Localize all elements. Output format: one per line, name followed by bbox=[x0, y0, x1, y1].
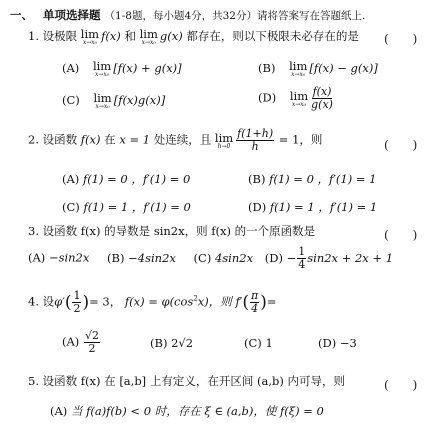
q3-answer-blank: ( ) bbox=[384, 228, 418, 242]
question-5-stem: 5. 设函数 f(x) 在 [a,b] 上有定义，在开区间 (a,b) 内可导，则 bbox=[28, 374, 345, 388]
q4-option-c: (C) 1 bbox=[244, 336, 273, 350]
q1-option-d: (D) lim x→x₀ $\frac{f(x)}{g(x)}$ bbox=[258, 85, 333, 111]
q1-stem-post: 都存在，则以下极限未必存在的是 bbox=[186, 29, 359, 43]
q4-option-d: (D) −3 bbox=[318, 336, 357, 350]
q3-option-b: (B) −4sin2x bbox=[107, 250, 176, 265]
q3-options bbox=[28, 246, 393, 271]
q3-option-d: (D) − $\frac{1}{4}$ sin2x + 2x + 1 bbox=[264, 245, 394, 271]
q5-option-a: (A) 当 f(a)f(b) < 0 时，存在 ξ ∈ (a,b)，使 f(ξ) = 0 bbox=[50, 404, 324, 418]
q2-option-b: (B) f(1) = 0 ，f′(1) = 1 bbox=[248, 172, 377, 186]
q3-option-c: (C) 4sin2x bbox=[193, 250, 254, 265]
q4-option-a: (A) $\frac{√2}{2}$ bbox=[62, 329, 99, 355]
q1-option-b: (B) lim x→x₀ [f(x) − g(x)] bbox=[258, 59, 378, 78]
q1-option-c: (C) lim x→x₀ [f(x)g(x)] bbox=[62, 91, 166, 110]
q2-option-d: (D) f(1) = 1 ，f′(1) = 1 bbox=[248, 200, 378, 214]
q2-option-a: (A) f(1) = 0 ，f′(1) = 0 bbox=[62, 172, 191, 186]
q1-limit: lim x→x₀ bbox=[80, 27, 100, 46]
question-3-stem: 3. 设函数 f(x) 的导数是 sin2x，则 f(x) 的一个原函数是 bbox=[28, 224, 316, 238]
q1-stem-pre: 设极限 bbox=[42, 29, 78, 43]
q1-limit-2: lim x→x₀ bbox=[139, 27, 158, 46]
section-label: 一、 bbox=[10, 8, 33, 22]
q1-gx: g(x) bbox=[159, 29, 183, 43]
q1-answer-blank: ( ) bbox=[384, 32, 418, 46]
q1-option-a: (A) lim x→x₀ [f(x) + g(x)] bbox=[62, 59, 182, 78]
q2-option-c: (C) f(1) = 1 ，f′(1) = 0 bbox=[62, 200, 191, 214]
section-note: （1-8题，每小题4分，共32分）请将答案写在答题纸上. bbox=[104, 10, 366, 22]
q5-answer-blank: ( ) bbox=[384, 378, 418, 392]
q1-number: 1. bbox=[28, 29, 39, 43]
q4-option-b: (B) 2√2 bbox=[150, 336, 194, 350]
section-header bbox=[10, 8, 365, 23]
section-title: 单项选择题 bbox=[43, 8, 101, 22]
question-1-stem bbox=[28, 28, 359, 46]
q1-fx: f(x) bbox=[101, 29, 121, 43]
q3-option-a: (A) −sin2x bbox=[28, 250, 90, 265]
question-4-stem: 4. 设φ′( $\frac{1}{2}$ )= 3， $f(x) = \varphi(\cos^2x)$，则 f′( $\frac{\pi}{4}$ )= bbox=[28, 289, 277, 315]
q2-answer-blank: ( ) bbox=[384, 138, 418, 152]
q1-stem-mid: 和 bbox=[124, 29, 136, 43]
question-2-stem: 2. 设函数 f(x) 在 x = 1 处连续，且 lim h→0 $\frac{f(1+h)}{h}$ = 1，则 bbox=[28, 127, 323, 153]
